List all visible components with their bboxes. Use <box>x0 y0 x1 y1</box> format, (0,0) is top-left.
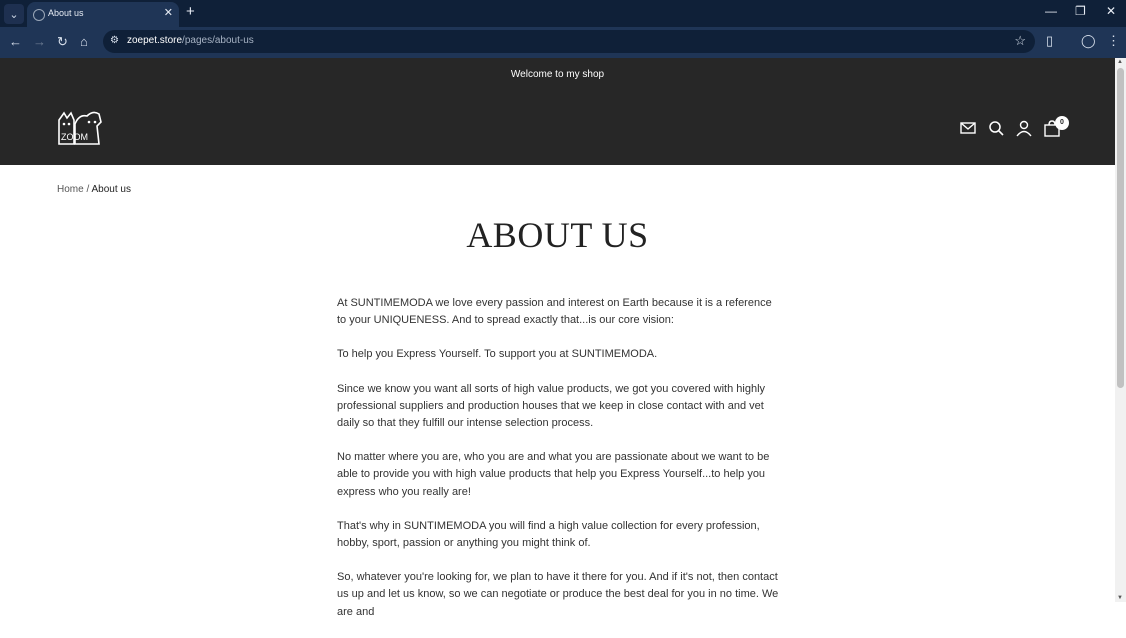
forward-icon[interactable]: → <box>33 34 46 49</box>
paragraph: At SUNTIMEMODA we love every passion and interest on Earth because it is a reference to your UNIQUENESS. And to spread exactly that...is our core vision: <box>337 297 772 327</box>
page-scrollbar[interactable] <box>1115 58 1126 602</box>
breadcrumb-current: About us <box>91 184 131 195</box>
paragraph: No matter where you are, who you are and what you are passionate about we want to be able to provide you with high value products that help you Express Yourself...to help you express who you really are! <box>337 451 770 498</box>
scroll-thumb[interactable] <box>1117 68 1124 388</box>
profile-icon[interactable]: ◯ <box>1081 33 1096 48</box>
extensions-icon[interactable]: ▯ <box>1046 33 1054 48</box>
minimize-icon[interactable]: — <box>1045 4 1057 18</box>
browser-toolbar <box>0 27 1126 58</box>
mail-icon[interactable] <box>959 119 977 137</box>
web-page <box>0 58 1115 618</box>
menu-icon[interactable]: ⋮ <box>1107 33 1120 48</box>
url-text[interactable]: zoepet.store/pages/about-us <box>127 35 254 46</box>
about-content <box>337 295 782 638</box>
browser-tab-bar <box>0 0 1126 27</box>
site-header <box>0 90 1115 165</box>
new-tab-icon[interactable]: + <box>186 3 195 20</box>
scroll-down-icon[interactable]: ▼ <box>1117 595 1123 601</box>
close-window-icon[interactable]: ✕ <box>1106 4 1117 18</box>
announcement-bar: Welcome to my shop <box>0 58 1115 90</box>
close-tab-icon[interactable]: ✕ <box>163 7 173 19</box>
account-icon[interactable] <box>1015 119 1033 137</box>
paragraph: Since we know you want all sorts of high value products, we got you covered with highly professional suppliers and production houses that we keep in close contact with and vet daily so that they fulfill our intense selection process. <box>337 382 766 430</box>
breadcrumb-separator: / <box>86 184 90 195</box>
reload-icon[interactable]: ↻ <box>57 34 68 49</box>
tab-search-dropdown-icon[interactable]: ⌄ <box>4 4 24 24</box>
page-title: ABOUT US <box>466 215 649 255</box>
search-icon[interactable] <box>987 119 1005 137</box>
svg-text:ZOOM: ZOOM <box>61 132 88 142</box>
site-info-icon[interactable]: ⚙ <box>110 35 119 46</box>
breadcrumb <box>57 184 131 195</box>
globe-icon <box>33 9 45 21</box>
paragraph: So, whatever you're looking for, we plan to have it there for you. And if it's not, then contact us up and let us know, so we can negotiate or produce the best deal for you in no time. We are and <box>337 571 779 618</box>
back-icon[interactable]: ← <box>9 34 22 49</box>
bookmark-star-icon[interactable]: ☆ <box>1014 33 1026 48</box>
paragraph: To help you Express Yourself. To support you at SUNTIMEMODA. <box>337 348 658 361</box>
browser-tab[interactable] <box>27 2 179 27</box>
paragraph: That's why in SUNTIMEMODA you will find a high value collection for every profession, hobby, sport, passion or anything you might think of. <box>337 519 760 550</box>
breadcrumb-home-link[interactable]: Home <box>57 184 84 195</box>
home-icon[interactable]: ⌂ <box>80 34 88 49</box>
cart-count-badge: 0 <box>1055 116 1069 130</box>
restore-icon[interactable]: ❐ <box>1075 4 1086 18</box>
address-bar[interactable] <box>103 30 1035 53</box>
tab-title: About us <box>48 8 84 18</box>
scroll-up-icon[interactable]: ▲ <box>1117 59 1123 65</box>
logo[interactable] <box>55 106 105 148</box>
